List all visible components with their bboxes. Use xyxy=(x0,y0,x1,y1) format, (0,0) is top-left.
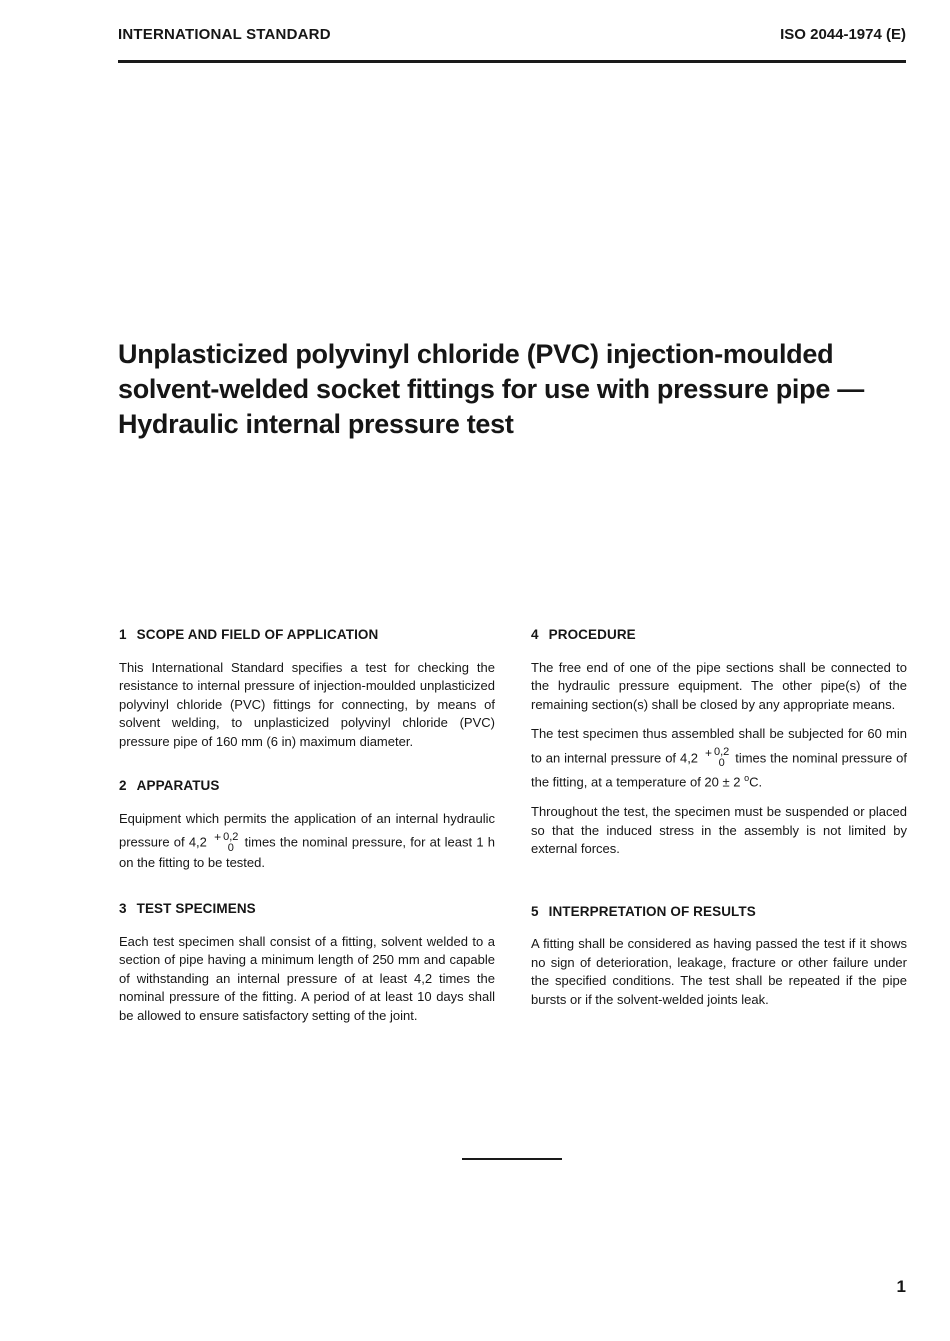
section-number: 3 xyxy=(119,901,127,917)
tolerance-lower: 0 xyxy=(227,841,234,854)
paragraph-text: times the nominal pressure, for at least 1 h on the fitting to be tested. xyxy=(119,834,495,870)
section-heading xyxy=(531,626,907,645)
header-document-type: INTERNATIONAL STANDARD xyxy=(118,26,331,43)
section-number: 2 xyxy=(119,778,127,793)
tolerance-plus: + xyxy=(214,830,222,844)
right-column xyxy=(531,626,907,1020)
section-paragraph xyxy=(531,725,907,792)
header-standard-number: ISO 2044-1974 (E) xyxy=(780,26,906,43)
section-heading xyxy=(119,626,495,645)
tolerance xyxy=(223,832,238,854)
section-heading xyxy=(119,900,495,919)
header-divider xyxy=(118,60,906,63)
section-paragraph: This International Standard specifies a test for checking the resistance to internal pressure of injection-moulded unplasticized polyvinyl chloride (PVC) fittings for connecting, by means of solvent welding, to unplasticized polyvinyl chloride (PVC) pressure pipe of 160 mm (6 in) maximum diameter. xyxy=(119,659,495,749)
left-column xyxy=(119,626,495,1036)
section-title: INTERPRETATION OF RESULTS xyxy=(548,903,756,919)
section-number: 4 xyxy=(531,627,539,642)
section-interpretation xyxy=(531,903,907,1010)
section-scope xyxy=(119,626,495,751)
section-paragraph: Throughout the test, the specimen must be suspended or placed so that the induced stress in the assembly is not limited by external forces. xyxy=(531,804,907,857)
paragraph-text: times the nominal pressure of the fitting, at a temperature of 20 ± 2 xyxy=(531,749,907,790)
section-title: APPARATUS xyxy=(136,778,220,793)
section-heading xyxy=(531,903,907,922)
degree-mark: o xyxy=(744,773,750,784)
paragraph-text: The test specimen thus assembled shall be subjected for 60 min to an internal pressure of 4,2 xyxy=(531,726,907,765)
section-title: TEST SPECIMENS xyxy=(136,901,256,917)
tolerance-plus: + xyxy=(704,745,712,760)
section-paragraph xyxy=(119,810,495,873)
page-number: 1 xyxy=(896,1277,906,1296)
section-number: 1 xyxy=(119,627,127,642)
section-title: PROCEDURE xyxy=(548,627,636,642)
section-apparatus xyxy=(119,777,495,872)
document-title: Unplasticized polyvinyl chloride (PVC) injection-moulded solvent-welded socket fittings for use with pressure pipe — Hydraulic internal pressure test xyxy=(118,339,864,439)
section-heading xyxy=(119,777,495,796)
section-title: SCOPE AND FIELD OF APPLICATION xyxy=(136,627,379,642)
tolerance xyxy=(714,747,729,769)
section-procedure xyxy=(531,626,907,859)
section-paragraph: Each test specimen shall consist of a fitting, solvent welded to a section of pipe having a minimum length of 250 mm and capable of withstanding an internal pressure of at least 4,2 times the nominal pressure of the fitting. A period of at least 10 days shall be allowed to ensure satisfactory setting of the joint. xyxy=(119,933,495,1023)
section-paragraph: The free end of one of the pipe sections shall be connected to the hydraulic pressure equipment. The other pipe(s) of the remaining section(s) shall be closed by any appropriate means. xyxy=(531,659,907,712)
paragraph-text: Equipment which permits the application of an internal hydraulic pressure of 4,2 xyxy=(119,810,495,850)
temperature-unit: C. xyxy=(749,774,763,790)
tolerance-upper: 0,2 xyxy=(223,830,239,843)
end-divider xyxy=(462,1158,562,1160)
section-number: 5 xyxy=(531,903,539,919)
section-paragraph: A fitting shall be considered as having passed the test if it shows no sign of deterioration, leakage, fracture or other failure under the specified conditions. The test shall be repeated if the pipe bursts or if the solvent-welded joints leak. xyxy=(531,936,907,1007)
section-test-specimens xyxy=(119,900,495,1025)
tolerance-lower: 0 xyxy=(718,757,725,770)
tolerance-upper: 0,2 xyxy=(713,746,730,759)
